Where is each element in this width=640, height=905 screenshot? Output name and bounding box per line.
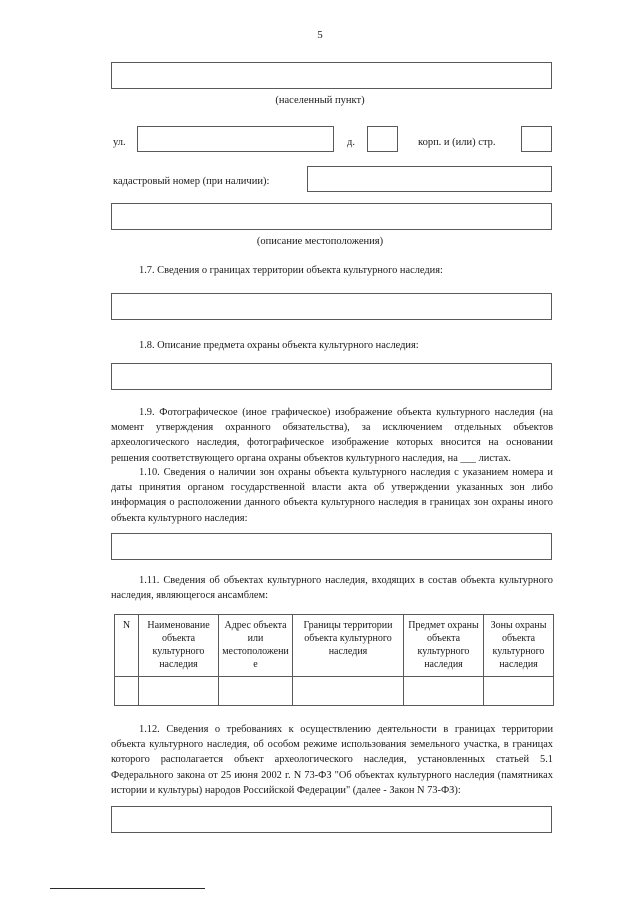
boundaries-field[interactable] — [111, 293, 552, 320]
table-header-cell: Границы территории объекта культурного наследия — [293, 615, 404, 677]
ensemble-objects-table — [114, 614, 554, 706]
table-cell[interactable] — [219, 677, 293, 706]
table-cell[interactable] — [404, 677, 484, 706]
table-header-row — [115, 615, 554, 677]
house-label: д. — [347, 137, 355, 148]
protection-zones-field[interactable] — [111, 533, 552, 560]
settlement-field[interactable] — [111, 62, 552, 89]
table-header-cell: Зоны охраны объекта культурного наследия — [484, 615, 554, 677]
section-1-11-paragraph: 1.11. Сведения об объектах культурного наследия, входящих в состав объекта культурного наследия, являющегося ансамблем: — [111, 575, 553, 602]
cadastral-number-field[interactable] — [307, 166, 552, 192]
street-field[interactable] — [137, 126, 334, 152]
building-field[interactable] — [521, 126, 552, 152]
table-cell[interactable] — [293, 677, 404, 706]
table-header-cell: Адрес объекта или местоположение — [219, 615, 293, 677]
table-header-cell: N — [115, 615, 139, 677]
protection-subject-field[interactable] — [111, 363, 552, 390]
requirements-field[interactable] — [111, 806, 552, 833]
table-header-cell: Предмет охраны объекта культурного наследия — [404, 615, 484, 677]
table-cell[interactable] — [139, 677, 219, 706]
footnote-separator — [50, 888, 205, 889]
location-description-field[interactable] — [111, 203, 552, 230]
table-cell[interactable] — [115, 677, 139, 706]
table-header-cell: Наименование объекта культурного наследия — [139, 615, 219, 677]
street-label: ул. — [113, 137, 126, 148]
page-number: 5 — [317, 29, 323, 41]
section-1-12-paragraph: 1.12. Сведения о требованиях к осуществлению деятельности в границах территории объекта культурного наследия, об особом режиме использования земельного участка, в границах которого располагается объект археологического наследия, установленных статьей 5.1 Федерального закона от 25 июня 2002 г. N 73-ФЗ "Об объектах культурного наследия (памятниках истории и культуры) народов Российской Федерации" (далее - Закон N 73-ФЗ): — [111, 724, 553, 796]
section-1-9-paragraph: 1.9. Фотографическое (иное графическое) изображение объекта культурного наследия (на момент утверждения охранного обязательства), за исключением отдельных объектов археологического наследия, фотографическое изображение которых вносится на основании решения соответствующего органа охраны объектов культурного наследия, на ___ листах. — [111, 407, 553, 464]
building-label: корп. и (или) стр. — [418, 137, 496, 148]
section-1-7-heading: 1.7. Сведения о границах территории объекта культурного наследия: — [139, 265, 443, 276]
house-field[interactable] — [367, 126, 398, 152]
location-description-caption: (описание местоположения) — [256, 236, 384, 247]
table-row[interactable] — [115, 677, 554, 706]
settlement-caption: (населенный пункт) — [275, 95, 365, 106]
section-1-10-paragraph: 1.10. Сведения о наличии зон охраны объекта культурного наследия с указанием номера и даты принятия органом государственной власти акта об утверждении указанных зон либо информация о расположении данного объекта культурного наследия в границах зон охраны иного объекта культурного наследия: — [111, 467, 553, 524]
section-1-8-heading: 1.8. Описание предмета охраны объекта культурного наследия: — [139, 340, 419, 351]
cadastral-number-label: кадастровый номер (при наличии): — [113, 176, 270, 187]
table-cell[interactable] — [484, 677, 554, 706]
